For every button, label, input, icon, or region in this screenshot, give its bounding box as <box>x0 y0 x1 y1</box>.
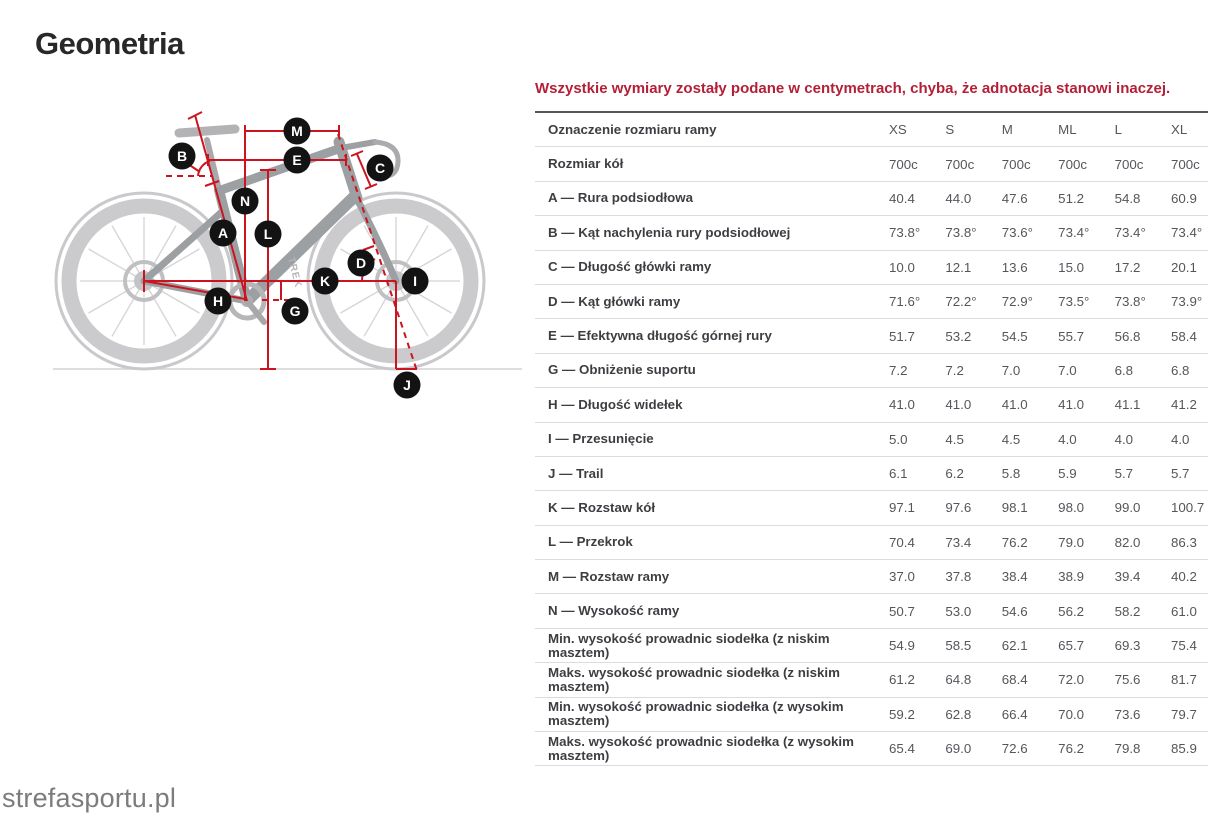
table-row <box>535 388 1208 422</box>
svg-text:C: C <box>374 160 386 176</box>
value-l: 56.8 <box>1114 328 1141 344</box>
page-title: Geometria <box>35 26 184 61</box>
table-row <box>535 423 1208 457</box>
marker-i-icon <box>402 268 429 295</box>
row-label: L — Przekrok <box>548 534 633 550</box>
value-xl: 6.8 <box>1170 362 1190 378</box>
value-xl: 61.0 <box>1170 603 1197 619</box>
table-row <box>535 732 1208 766</box>
svg-text:A: A <box>217 225 229 241</box>
size-col-l: L <box>1114 122 1122 138</box>
row-label: G — Obniżenie suportu <box>548 362 696 378</box>
svg-text:H: H <box>212 293 224 309</box>
value-l: 58.2 <box>1114 603 1141 619</box>
marker-l-icon <box>255 221 282 248</box>
row-label: D — Kąt główki ramy <box>548 293 681 309</box>
geometry-panel <box>535 79 1208 766</box>
row-label: M — Rozstaw ramy <box>548 568 670 584</box>
size-col-m: M <box>1001 122 1013 138</box>
value-xs: 70.4 <box>889 534 915 550</box>
marker-h-icon <box>205 288 232 315</box>
marker-e-icon <box>284 147 311 174</box>
value-xs: 59.2 <box>889 706 915 722</box>
marker-b-icon <box>169 143 196 170</box>
value-s: 12.1 <box>945 259 972 275</box>
value-xs: 73.8° <box>889 225 921 241</box>
value-xl: 58.4 <box>1170 328 1197 344</box>
value-l: 99.0 <box>1114 500 1141 516</box>
value-xl: 75.4 <box>1170 638 1197 654</box>
value-xs: 7.2 <box>889 362 908 378</box>
value-l: 69.3 <box>1114 638 1141 654</box>
value-xl: 40.2 <box>1170 569 1197 585</box>
table-row <box>535 457 1208 491</box>
value-l: 700c <box>1114 156 1144 172</box>
value-m: 38.4 <box>1001 569 1028 585</box>
value-s: 700c <box>945 156 975 172</box>
value-s: 64.8 <box>945 672 972 688</box>
value-s: 73.8° <box>945 225 977 241</box>
marker-m-icon <box>284 118 311 145</box>
value-ml: 72.0 <box>1058 672 1085 688</box>
value-s: 62.8 <box>945 706 972 722</box>
value-xs: 37.0 <box>889 569 915 585</box>
value-xl: 4.0 <box>1170 431 1190 447</box>
value-s: 73.4 <box>945 534 972 550</box>
units-note: Wszystkie wymiary zostały podane w centymetrach, chyba, że adnotacja stanowi inaczej. <box>535 80 1171 97</box>
value-s: 6.2 <box>945 466 964 482</box>
svg-text:E: E <box>292 152 302 168</box>
value-ml: 73.4° <box>1058 225 1090 241</box>
value-xl: 100.7 <box>1170 500 1205 516</box>
value-ml: 76.2 <box>1058 741 1085 757</box>
value-s: 53.0 <box>945 603 972 619</box>
table-row <box>535 594 1208 628</box>
row-label: Maks. wysokość prowadnic siodełka (z wysokim masztem) <box>548 733 854 763</box>
value-ml: 79.0 <box>1058 534 1085 550</box>
value-xs: 65.4 <box>889 741 915 757</box>
value-xs: 41.0 <box>889 397 915 413</box>
table-row <box>535 560 1208 594</box>
geometry-table <box>535 111 1208 766</box>
row-label: E — Efektywna długość górnej rury <box>548 328 772 344</box>
value-xs: 54.9 <box>889 638 915 654</box>
value-ml: 70.0 <box>1058 706 1085 722</box>
row-label: H — Długość widełek <box>548 396 683 412</box>
svg-text:K: K <box>319 273 331 289</box>
table-row <box>535 629 1208 663</box>
value-s: 53.2 <box>945 328 972 344</box>
value-ml: 38.9 <box>1058 569 1085 585</box>
svg-text:I: I <box>413 273 417 289</box>
value-l: 5.7 <box>1114 466 1134 482</box>
value-s: 97.6 <box>945 500 972 516</box>
marker-d-icon <box>348 250 375 277</box>
size-col-xl: XL <box>1170 122 1188 138</box>
value-xl: 86.3 <box>1170 534 1197 550</box>
value-l: 73.8° <box>1114 294 1146 310</box>
value-l: 4.0 <box>1114 431 1134 447</box>
value-l: 54.8 <box>1114 190 1141 206</box>
value-xs: 97.1 <box>889 500 915 516</box>
table-row <box>535 216 1208 250</box>
row-label: Min. wysokość prowadnic siodełka (z niskim masztem) <box>548 630 830 660</box>
svg-text:B: B <box>176 148 188 164</box>
value-xl: 79.7 <box>1170 706 1197 722</box>
marker-j-icon <box>394 372 421 399</box>
value-m: 72.6 <box>1001 741 1028 757</box>
size-col-ml: ML <box>1058 122 1077 138</box>
svg-text:M: M <box>291 123 303 139</box>
value-s: 44.0 <box>945 190 972 206</box>
value-xl: 60.9 <box>1170 190 1197 206</box>
value-m: 54.5 <box>1001 328 1028 344</box>
value-m: 41.0 <box>1001 397 1028 413</box>
header-label: Oznaczenie rozmiaru ramy <box>548 121 717 137</box>
table-row <box>535 663 1208 697</box>
frame-logo: TREK <box>285 256 304 290</box>
value-m: 73.6° <box>1001 225 1033 241</box>
table-header-row <box>535 113 1208 147</box>
row-label: A — Rura podsiodłowa <box>548 190 694 206</box>
value-m: 76.2 <box>1001 534 1028 550</box>
value-l: 73.6 <box>1114 706 1141 722</box>
value-s: 37.8 <box>945 569 972 585</box>
value-l: 39.4 <box>1114 569 1141 585</box>
value-xl: 700c <box>1170 156 1200 172</box>
svg-text:G: G <box>289 303 301 319</box>
value-ml: 700c <box>1058 156 1088 172</box>
marker-c-icon <box>367 155 394 182</box>
value-ml: 5.9 <box>1058 466 1077 482</box>
value-xs: 700c <box>889 156 918 172</box>
value-m: 66.4 <box>1001 706 1028 722</box>
value-s: 58.5 <box>945 638 972 654</box>
value-ml: 4.0 <box>1058 431 1077 447</box>
table-row <box>535 354 1208 388</box>
row-label: I — Przesunięcie <box>548 431 654 447</box>
value-l: 82.0 <box>1114 534 1141 550</box>
value-m: 98.1 <box>1001 500 1028 516</box>
table-row <box>535 319 1208 353</box>
value-l: 75.6 <box>1114 672 1141 688</box>
value-s: 4.5 <box>945 431 964 447</box>
watermark: strefasportu.pl <box>2 783 177 813</box>
value-s: 41.0 <box>945 397 972 413</box>
value-l: 79.8 <box>1114 741 1141 757</box>
row-label: B — Kąt nachylenia rury podsiodłowej <box>548 224 791 240</box>
value-l: 6.8 <box>1114 362 1134 378</box>
value-m: 54.6 <box>1001 603 1028 619</box>
value-xs: 10.0 <box>889 259 915 275</box>
value-ml: 15.0 <box>1058 259 1085 275</box>
table-row <box>535 251 1208 285</box>
value-xs: 40.4 <box>889 190 915 206</box>
row-label: N — Wysokość ramy <box>548 603 680 619</box>
value-xl: 20.1 <box>1170 259 1197 275</box>
value-m: 4.5 <box>1001 431 1021 447</box>
value-xs: 50.7 <box>889 603 915 619</box>
value-m: 62.1 <box>1001 638 1028 654</box>
value-ml: 56.2 <box>1058 603 1085 619</box>
table-row <box>535 491 1208 525</box>
value-s: 7.2 <box>945 362 964 378</box>
value-m: 72.9° <box>1001 294 1033 310</box>
value-m: 7.0 <box>1001 362 1021 378</box>
value-xs: 61.2 <box>889 672 915 688</box>
value-m: 13.6 <box>1001 259 1028 275</box>
value-xl: 5.7 <box>1170 466 1190 482</box>
value-ml: 41.0 <box>1058 397 1085 413</box>
value-xs: 71.6° <box>889 294 921 310</box>
svg-text:L: L <box>263 226 273 242</box>
value-xl: 41.2 <box>1170 397 1197 413</box>
size-col-s: S <box>945 122 955 138</box>
value-ml: 55.7 <box>1058 328 1085 344</box>
marker-a-icon <box>210 220 237 247</box>
size-col-xs: XS <box>889 122 907 138</box>
value-m: 68.4 <box>1001 672 1028 688</box>
table-row <box>535 182 1208 216</box>
value-s: 72.2° <box>945 294 977 310</box>
marker-n-icon <box>232 188 259 215</box>
value-xs: 5.0 <box>889 431 908 447</box>
value-l: 41.1 <box>1114 397 1141 413</box>
bike-geometry-diagram <box>48 98 532 420</box>
value-l: 73.4° <box>1114 225 1146 241</box>
row-label: Rozmiar kół <box>548 156 624 172</box>
value-ml: 65.7 <box>1058 638 1085 654</box>
value-ml: 73.5° <box>1058 294 1090 310</box>
value-ml: 51.2 <box>1058 190 1085 206</box>
svg-text:D: D <box>355 255 367 271</box>
value-m: 700c <box>1001 156 1031 172</box>
value-xl: 85.9 <box>1170 741 1197 757</box>
row-label: Maks. wysokość prowadnic siodełka (z niskim masztem) <box>548 664 840 694</box>
marker-g-icon <box>282 298 309 325</box>
value-ml: 7.0 <box>1058 362 1077 378</box>
row-label: Min. wysokość prowadnic siodełka (z wysokim masztem) <box>548 699 844 729</box>
table-row <box>535 698 1208 732</box>
table-row <box>535 285 1208 319</box>
svg-text:N: N <box>239 193 251 209</box>
value-ml: 98.0 <box>1058 500 1085 516</box>
value-l: 17.2 <box>1114 259 1141 275</box>
row-label: J — Trail <box>548 465 604 481</box>
value-m: 47.6 <box>1001 190 1028 206</box>
value-xs: 6.1 <box>889 466 908 482</box>
row-label: K — Rozstaw kół <box>548 499 656 515</box>
table-row <box>535 147 1208 181</box>
value-xl: 73.9° <box>1170 294 1203 310</box>
value-s: 69.0 <box>945 741 972 757</box>
value-xl: 73.4° <box>1170 225 1203 241</box>
table-row <box>535 526 1208 560</box>
value-xs: 51.7 <box>889 328 915 344</box>
row-label: C — Długość główki ramy <box>548 259 712 275</box>
marker-k-icon <box>312 268 339 295</box>
value-xl: 81.7 <box>1170 672 1197 688</box>
svg-text:J: J <box>403 377 411 393</box>
value-m: 5.8 <box>1001 466 1021 482</box>
